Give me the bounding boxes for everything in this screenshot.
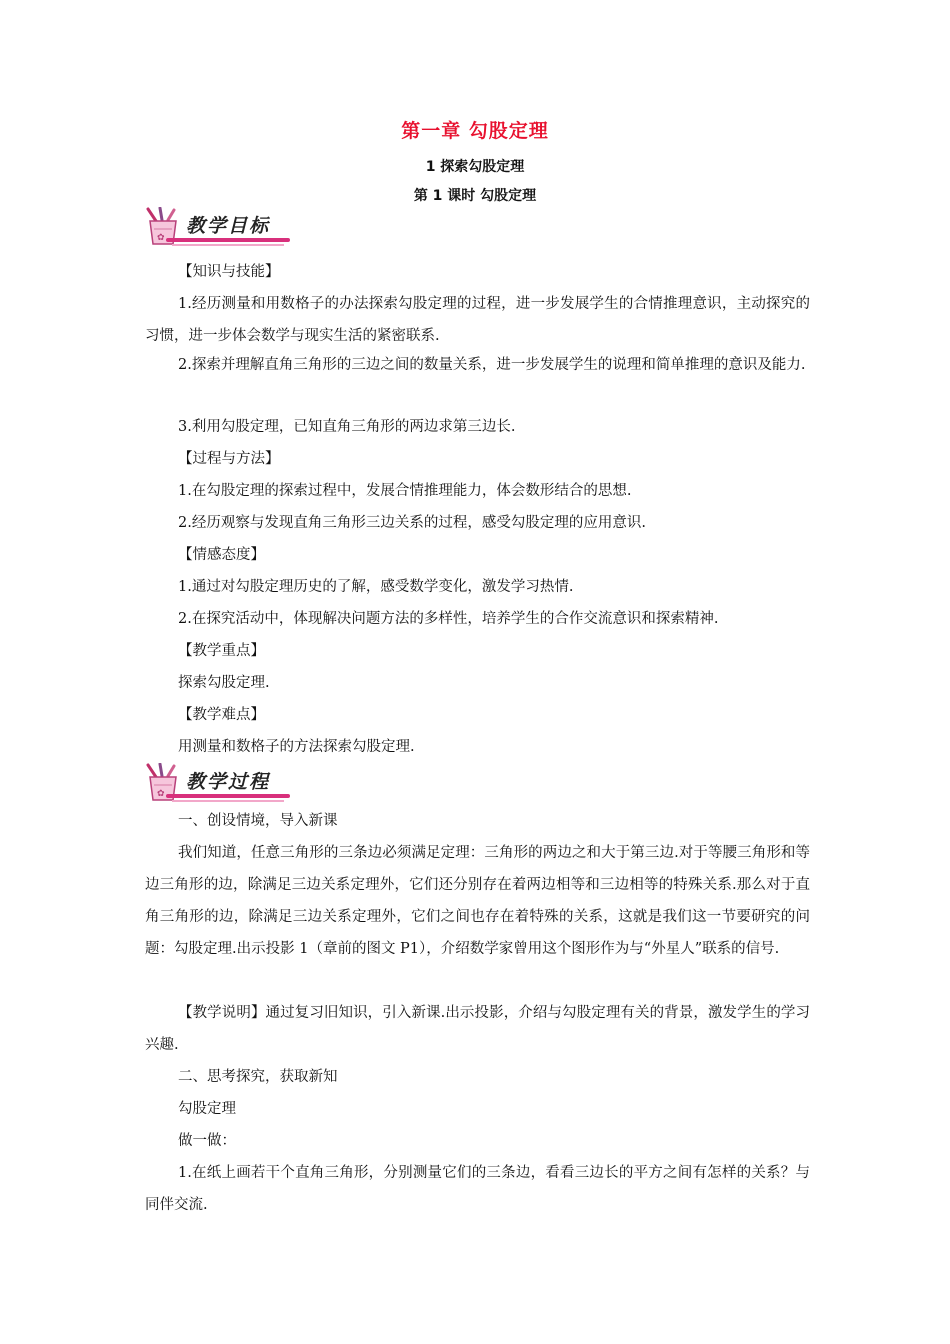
section-title: 1 探索勾股定理: [425, 159, 525, 175]
knowledge-item-3: 3.利用勾股定理，已知直角三角形的两边求第三边长.: [178, 419, 516, 435]
lesson-title: 第 1 课时 勾股定理: [413, 188, 537, 204]
attitude-heading: 【情感态度】: [178, 547, 265, 563]
key-heading: 【教学重点】: [178, 643, 265, 659]
process-item-2: 2.经历观察与发现直角三角形三边关系的过程，感受勾股定理的应用意识.: [178, 515, 646, 531]
banner-underline-light: [172, 244, 284, 246]
process-banner: [142, 763, 292, 803]
goals-banner: [142, 207, 292, 247]
process-banner-label: 教学过程: [186, 771, 271, 793]
knowledge-item-1: 1.经历测量和用数格子的办法探索勾股定理的过程，进一步发展学生的合情推理意识，主动探究的习惯，进一步体会数学与现实生活的紧密联系.: [145, 296, 810, 344]
attitude-item-1: 1.通过对勾股定理历史的了解，感受数学变化，激发学习热情.: [178, 579, 574, 595]
svg-text:✿: ✿: [157, 233, 165, 243]
step1-heading: 一、创设情境，导入新课: [178, 813, 338, 829]
difficulty-text: 用测量和数格子的方法探索勾股定理.: [178, 739, 415, 755]
step2-item-1: 1.在纸上画若干个直角三角形，分别测量它们的三条边，看看三边长的平方之间有怎样的关系？与同伴交流.: [145, 1165, 810, 1213]
key-text: 探索勾股定理.: [178, 675, 270, 691]
attitude-item-2: 2.在探究活动中，体现解决问题方法的多样性，培养学生的合作交流意识和探索精神.: [178, 611, 719, 627]
step2-do-label: 做一做：: [178, 1133, 236, 1149]
svg-text:✿: ✿: [157, 789, 165, 799]
step2-subheading: 勾股定理: [178, 1101, 236, 1117]
step1-text: 我们知道，任意三角形的三条边必须满足定理：三角形的两边之和大于第三边.对于等腰三角形和等边三角形的边，除满足三边关系定理外，它们还分别存在着两边相等和三边相等的特殊关系.那么对于直角三角形的边，除满足三边关系定理外，它们之间也存在着特殊的关系，这就是我们这一节要研究的问题：勾股定理.出示投影 1（章前的图文 P1），介绍数学家曾用这个图形作为与“外星人”联系的信号.: [145, 845, 810, 957]
step2-heading: 二、思考探究，获取新知: [178, 1069, 338, 1085]
chapter-title: 第一章 勾股定理: [401, 120, 549, 142]
step1-note: 【教学说明】通过复习旧知识，引入新课.出示投影，介绍与勾股定理有关的背景，激发学生的学习兴趣.: [145, 1005, 810, 1053]
process-heading: 【过程与方法】: [178, 451, 280, 467]
difficulty-heading: 【教学难点】: [178, 707, 265, 723]
knowledge-heading: 【知识与技能】: [178, 264, 280, 280]
process-item-1: 1.在勾股定理的探索过程中，发展合情推理能力，体会数形结合的思想.: [178, 483, 632, 499]
banner-underline-light: [172, 800, 284, 802]
banner-underline: [166, 238, 290, 242]
knowledge-item-2: 2.探索并理解直角三角形的三边之间的数量关系，进一步发展学生的说理和简单推理的意识及能力.: [178, 357, 806, 373]
banner-underline: [166, 794, 290, 798]
goals-banner-label: 教学目标: [186, 215, 271, 237]
